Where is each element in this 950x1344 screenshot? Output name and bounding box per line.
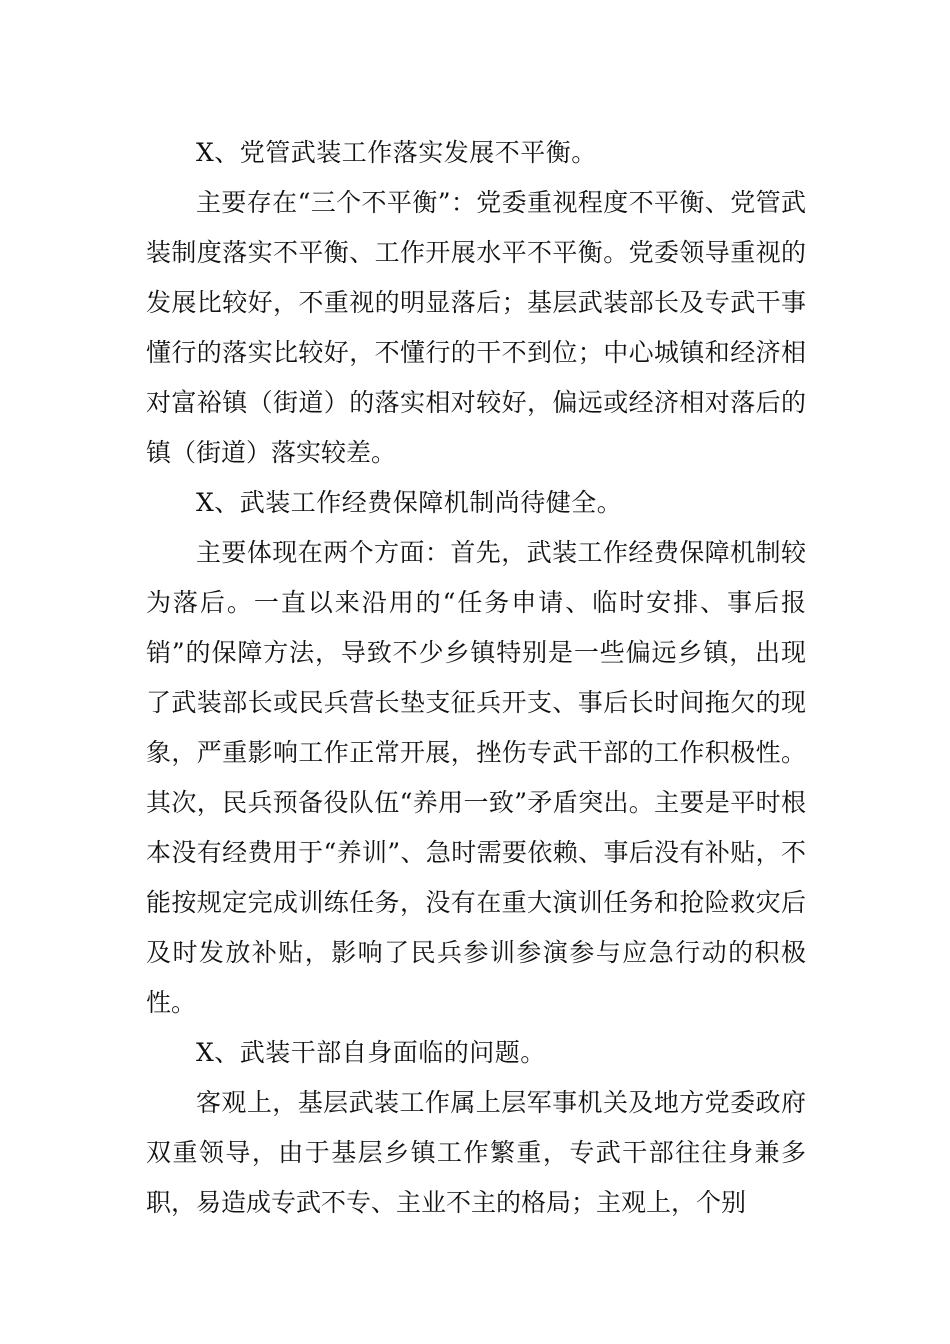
paragraph-cadre-issues: 客观上，基层武装工作属上层军事机关及地方党委政府双重领导，由于基层乡镇工作繁重，专武干部往往身兼多职，易造成专武不专、主业不主的格局；主观上，个别	[146, 1088, 806, 1217]
paragraph-funding-issues: 主要体现在两个方面：首先，武装工作经费保障机制较为落后。一直以来沿用的“任务申请、临时安排、事后报销”的保障方法，导致不少乡镇特别是一些偏远乡镇，出现了武装部长或民兵营长垫支征兵开支、事后长时间拖欠的现象，严重影响工作正常开展，挫伤专武干部的工作积极性。其次，民兵预备役队伍“养用一致”矛盾突出。主要是平时根本没有经费用于“养训”、急时需要依赖、事后没有补贴，不能按规定完成训练任务，没有在重大演训任务和抢险救灾后及时发放补贴，影响了民兵参训参演参与应急行动的积极性。	[146, 538, 806, 1017]
section-heading-party-armed-forces: X、党管武装工作落实发展不平衡。	[196, 138, 597, 167]
section-heading-cadre-problems: X、武装干部自身面临的问题。	[196, 1038, 546, 1067]
document-page	[146, 128, 806, 1228]
section-heading-funding-mechanism: X、武装工作经费保障机制尚待健全。	[196, 488, 623, 517]
paragraph-three-imbalances: 主要存在“三个不平衡”：党委重视程度不平衡、党管武装制度落实不平衡、工作开展水平不平衡。党委领导重视的发展比较好，不重视的明显落后；基层武装部长及专武干事懂行的落实比较好，不懂行的干不到位；中心城镇和经济相对富裕镇（街道）的落实相对较好，偏远或经济相对落后的镇（街道）落实较差。	[146, 188, 806, 467]
